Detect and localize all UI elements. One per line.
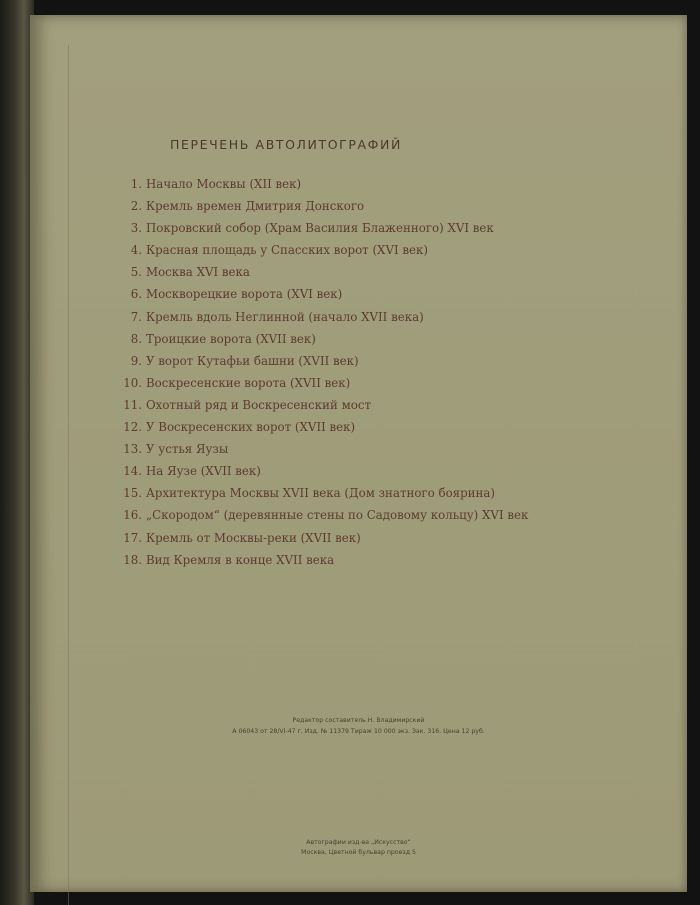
item-number: 8. bbox=[130, 331, 142, 346]
item-title: Воскресенские ворота (XVII век) bbox=[146, 375, 351, 390]
item-title: Кремль времен Дмитрия Донского bbox=[146, 199, 365, 214]
page-fold-line bbox=[68, 45, 69, 905]
imprint-editor: Редактор составитель Н. Владимирский bbox=[292, 717, 425, 724]
item-number: 11. bbox=[123, 397, 142, 412]
item-title: „Скородом“ (деревянные стены по Садовому кольцу) XVI век bbox=[146, 508, 529, 523]
item-title: Красная площадь у Спасских ворот (XVI век) bbox=[146, 243, 428, 258]
item-title: У устья Яузы bbox=[146, 442, 229, 457]
book-binding bbox=[0, 0, 34, 905]
item-title: У ворот Кутафьи башни (XVII век) bbox=[146, 353, 359, 368]
item-number: 2. bbox=[130, 199, 142, 214]
imprint-publication: А 06043 от 28/VI-47 г. Изд. № 11379 Тираж 10 000 экз. Зак. 316. Цена 12 руб. bbox=[232, 728, 485, 735]
item-number: 12. bbox=[123, 420, 142, 435]
item-title: Кремль вдоль Неглинной (начало XVII века) bbox=[146, 309, 424, 324]
page-title: ПЕРЕЧЕНЬ АВТОЛИТОГРАФИЙ bbox=[170, 137, 402, 152]
item-title: На Яузе (XVII век) bbox=[146, 464, 261, 479]
item-number: 14. bbox=[123, 464, 142, 479]
item-title: Покровский собор (Храм Василия Блаженного) XVI век bbox=[146, 221, 494, 236]
item-number: 3. bbox=[130, 221, 142, 236]
document-page bbox=[30, 15, 687, 892]
item-title: Вид Кремля в конце XVII века bbox=[146, 552, 335, 567]
item-number: 13. bbox=[123, 442, 142, 457]
imprint-press-address: Москва, Цветной бульвар проезд 5 bbox=[301, 849, 416, 856]
item-title: Начало Москвы (XII век) bbox=[146, 177, 302, 191]
item-number: 1. bbox=[130, 177, 142, 191]
item-title: Москворецкие ворота (XVI век) bbox=[146, 287, 343, 302]
item-number: 18. bbox=[123, 552, 142, 567]
item-title: Архитектура Москвы XVII века (Дом знатного боярина) bbox=[146, 486, 496, 501]
item-title: Москва XVI века bbox=[146, 265, 250, 280]
item-number: 10. bbox=[123, 375, 142, 390]
item-title: Кремль от Москвы-реки (XVII век) bbox=[146, 530, 361, 545]
item-title: У Воскресенских ворот (XVII век) bbox=[146, 420, 356, 435]
item-number: 4. bbox=[130, 243, 142, 258]
item-number: 9. bbox=[130, 353, 142, 368]
item-number: 5. bbox=[130, 265, 142, 280]
item-number: 17. bbox=[123, 530, 142, 545]
item-number: 6. bbox=[130, 287, 142, 302]
imprint-press-name: Автографии изд-ва „Искусство“ bbox=[306, 839, 411, 846]
item-number: 7. bbox=[130, 309, 142, 324]
item-number: 16. bbox=[123, 508, 142, 523]
item-number: 15. bbox=[123, 486, 142, 501]
item-title: Троицкие ворота (XVII век) bbox=[146, 331, 316, 346]
item-title: Охотный ряд и Воскресенский мост bbox=[146, 397, 372, 412]
